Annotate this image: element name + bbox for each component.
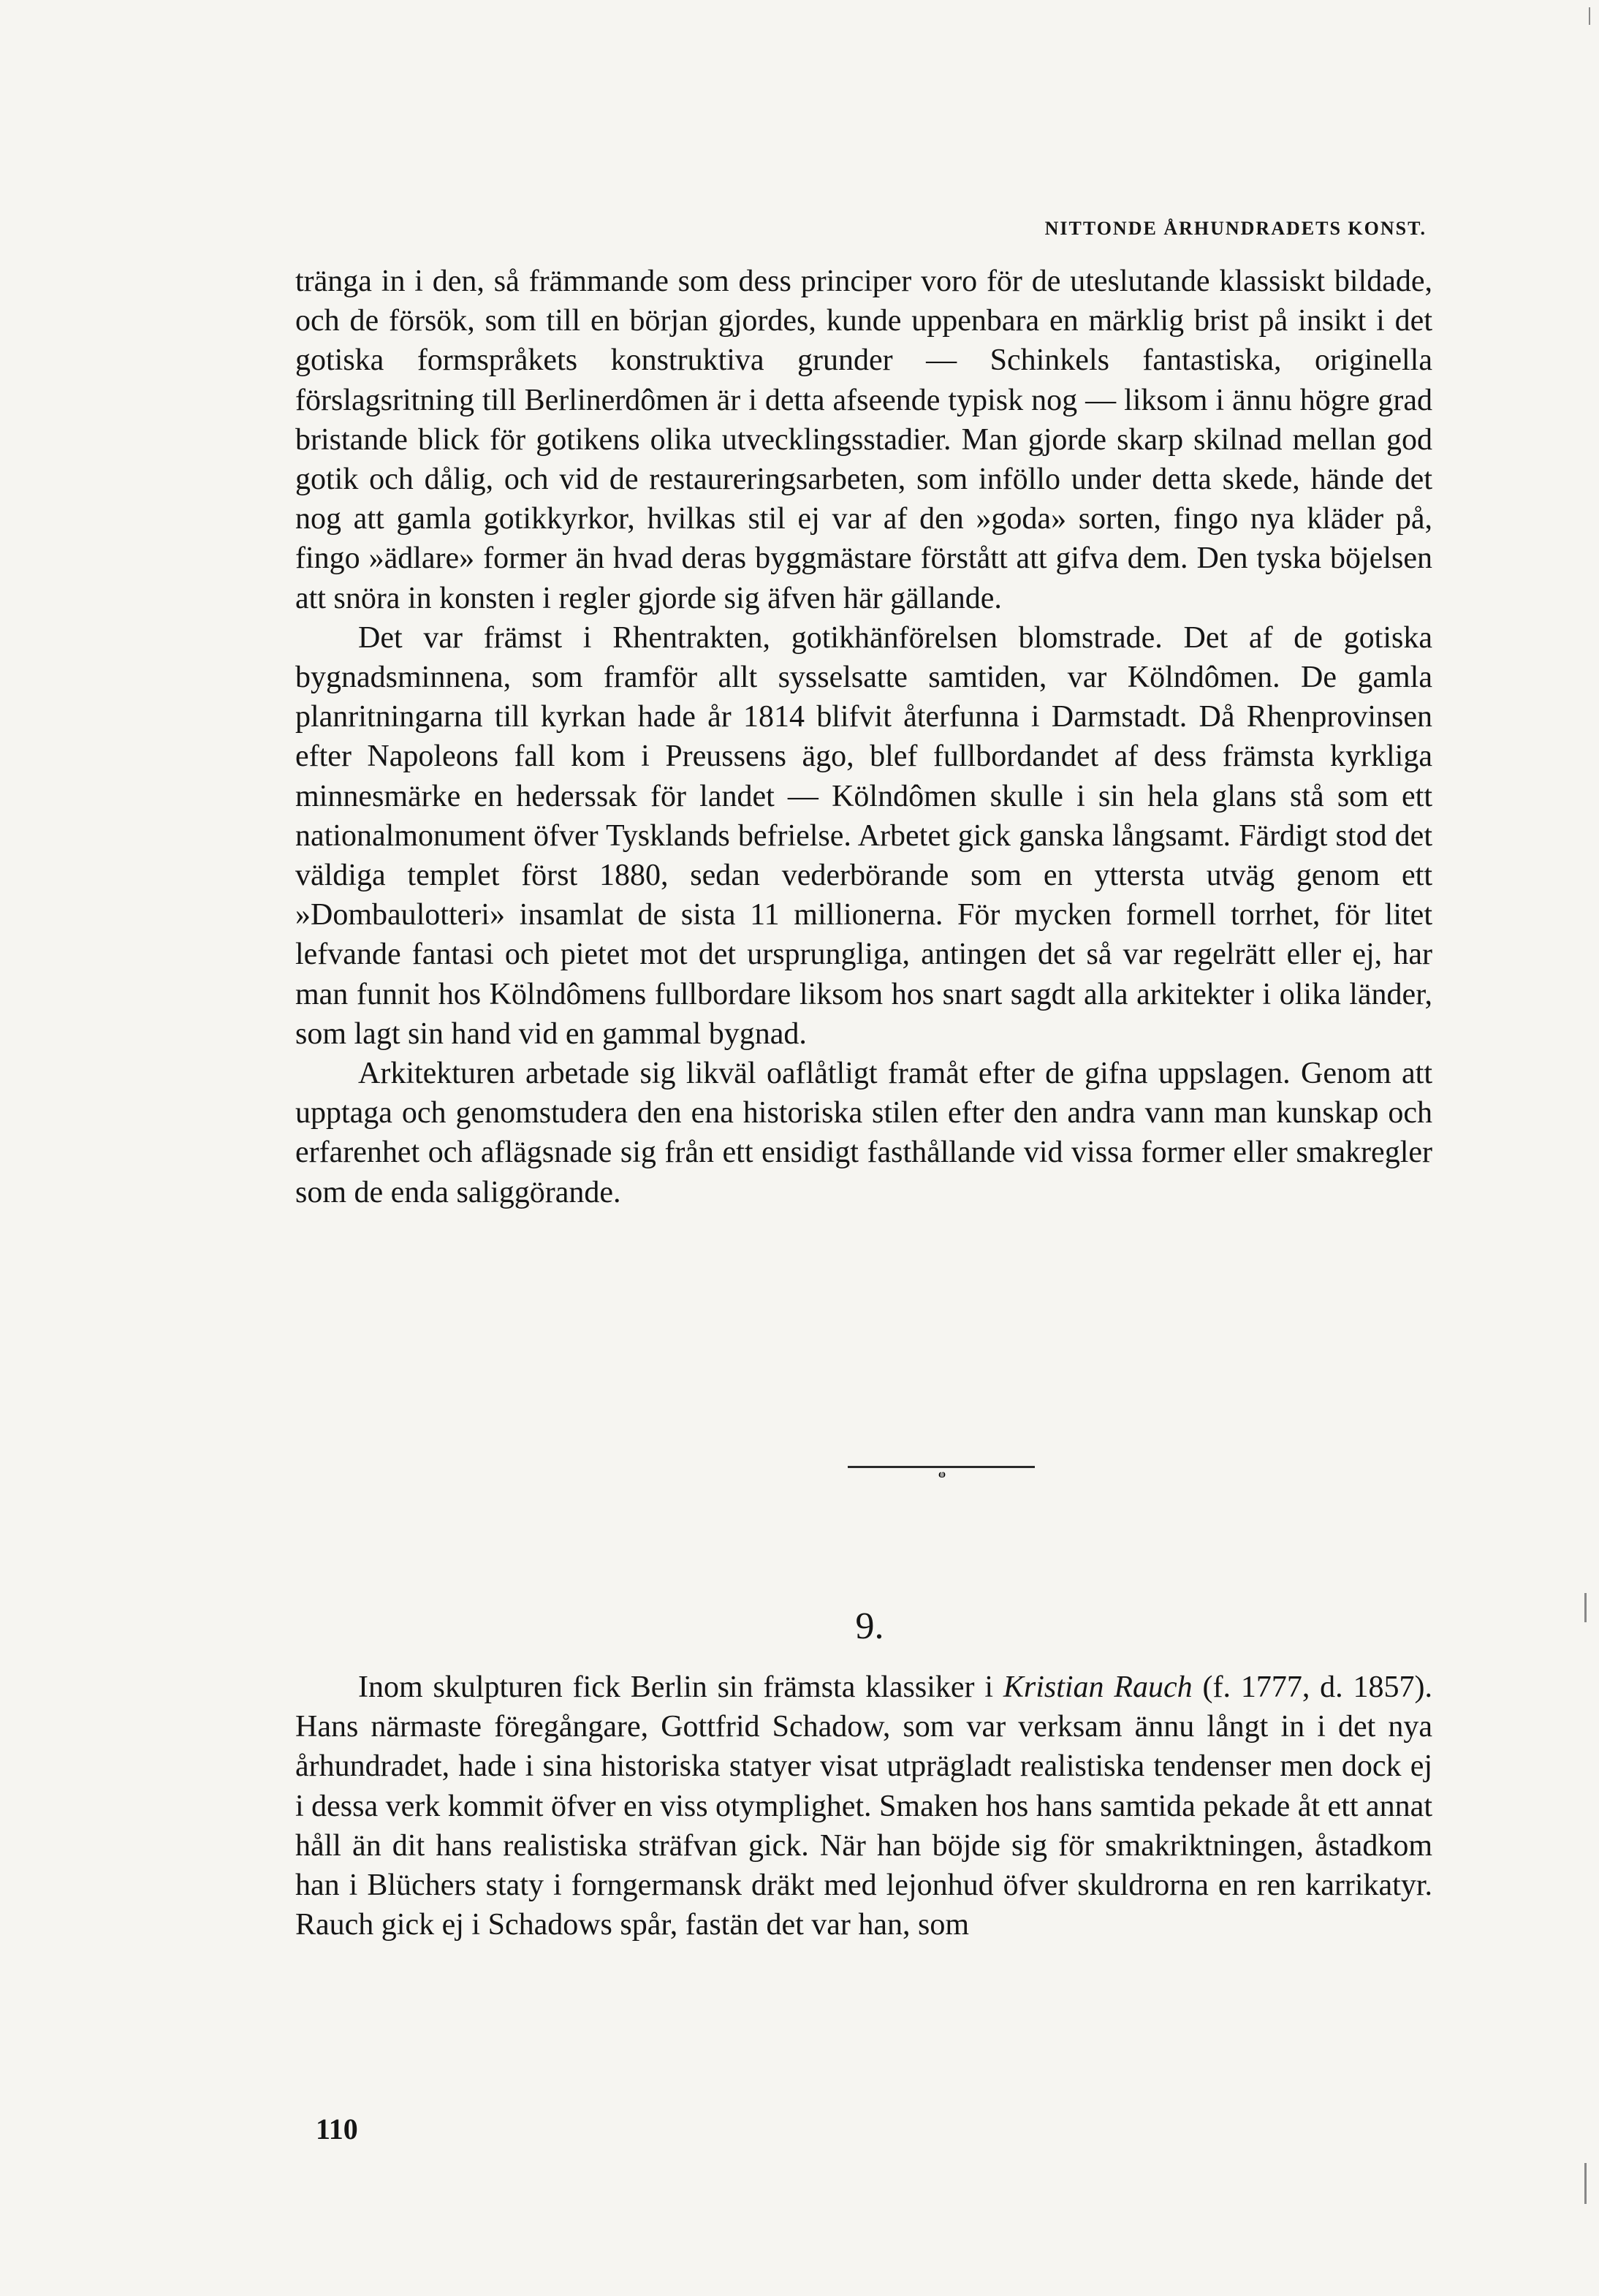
scan-edge-mark — [1584, 1593, 1587, 1622]
scan-edge-mark — [1589, 7, 1590, 25]
text-run: Inom skulpturen fick Berlin sin främsta klassiker i — [358, 1670, 1003, 1704]
italic-name: Kristian Rauch — [1003, 1670, 1193, 1704]
ornament-glyph: ⱷ — [938, 1468, 946, 1480]
text-run: (f. 1777, d. 1857). Hans närmaste föregångare, Gottfrid Schadow, som var verksam ännu långt in i det nya århundradet, hade i sina historiska statyer visat utprägladt realistiska tendenser men dock ej i dessa verk kommit öfver en viss otymplighet. Smaken hos hans samtida pekade åt ett annat håll än dit hans realistiska sträfvan gick. När han böjde sig för smakriktningen, åstadkom han i Blüchers staty i forngermansk dräkt med lejonhud öfver skuldrorna en ren karrikatyr. Rauch gick ej i Schadows spår, fastän det var han, som — [295, 1670, 1432, 1942]
section-text-block — [295, 1668, 1432, 1945]
paragraph: tränga in i den, så främmande som dess principer voro för de uteslutande klassiskt bildade, och de försök, som till en början gjordes, kunde uppenbara en märklig brist på insikt i det gotiska formspråkets konstruktiva grunder — Schinkels fantastiska, originella förslagsritning till Berlinerdômen är i detta afseende typisk nog — liksom i ännu högre grad bristande blick för gotikens olika utvecklingsstadier. Man gjorde skarp skilnad mellan god gotik och dålig, och vid de restaureringsarbeten, som inföllo under detta skede, hände det nog att gamla gotikkyrkor, hvilkas stil ej var af den »goda» sorten, fingo nya kläder på, fingo »ädlare» former än hvad deras byggmästare förstått att gifva dem. Den tyska böjelsen att snöra in konsten i regler gjorde sig äfven här gällande. — [295, 265, 1432, 615]
scan-edge-mark — [1584, 2163, 1587, 2204]
section-number: 9. — [855, 1605, 884, 1647]
main-text-block — [295, 262, 1432, 1212]
running-head: NITTONDE ÅRHUNDRADETS KONST. — [1044, 218, 1427, 239]
paragraph — [295, 1668, 1432, 1945]
paragraph: Arkitekturen arbetade sig likväl oaflåtligt framåt efter de gifna uppslagen. Genom att upptaga och genomstudera den ena historiska stilen efter den andra vann man kunskap och erfarenhet och aflägsnade sig från ett ensidigt fasthållande vid vissa former eller smakregler som de enda saliggörande. — [295, 1057, 1432, 1209]
section-divider-ornament — [848, 1464, 1035, 1479]
page-number: 110 — [316, 2113, 358, 2145]
paragraph: Det var främst i Rhentrakten, gotikhänförelsen blomstrade. Det af de gotiska bygnadsminnena, som framför allt sysselsatte samtiden, var Kölndômen. De gamla planritningarna till kyrkan hade år 1814 blifvit återfunna i Darmstadt. Då Rhenprovinsen efter Napoleons fall kom i Preussens ägo, blef fullbordandet af dess främsta kyrkliga minnesmärke en hederssak för landet — Kölndômen skulle i sin hela glans stå som ett nationalmonument öfver Tysklands befrielse. Arbetet gick ganska långsamt. Färdigt stod det väldiga templet först 1880, sedan vederbörande som en yttersta utväg genom ett »Dombaulotteri» insamlat de sista 11 millionerna. För mycken formell torrhet, för litet lefvande fantasi och pietet mot det ursprungliga, antingen det så var regelrätt eller ej, har man funnit hos Kölndômens fullbordare liksom hos snart sagdt alla arkitekter i olika länder, som lagt sin hand vid en gammal bygnad. — [295, 620, 1432, 1051]
